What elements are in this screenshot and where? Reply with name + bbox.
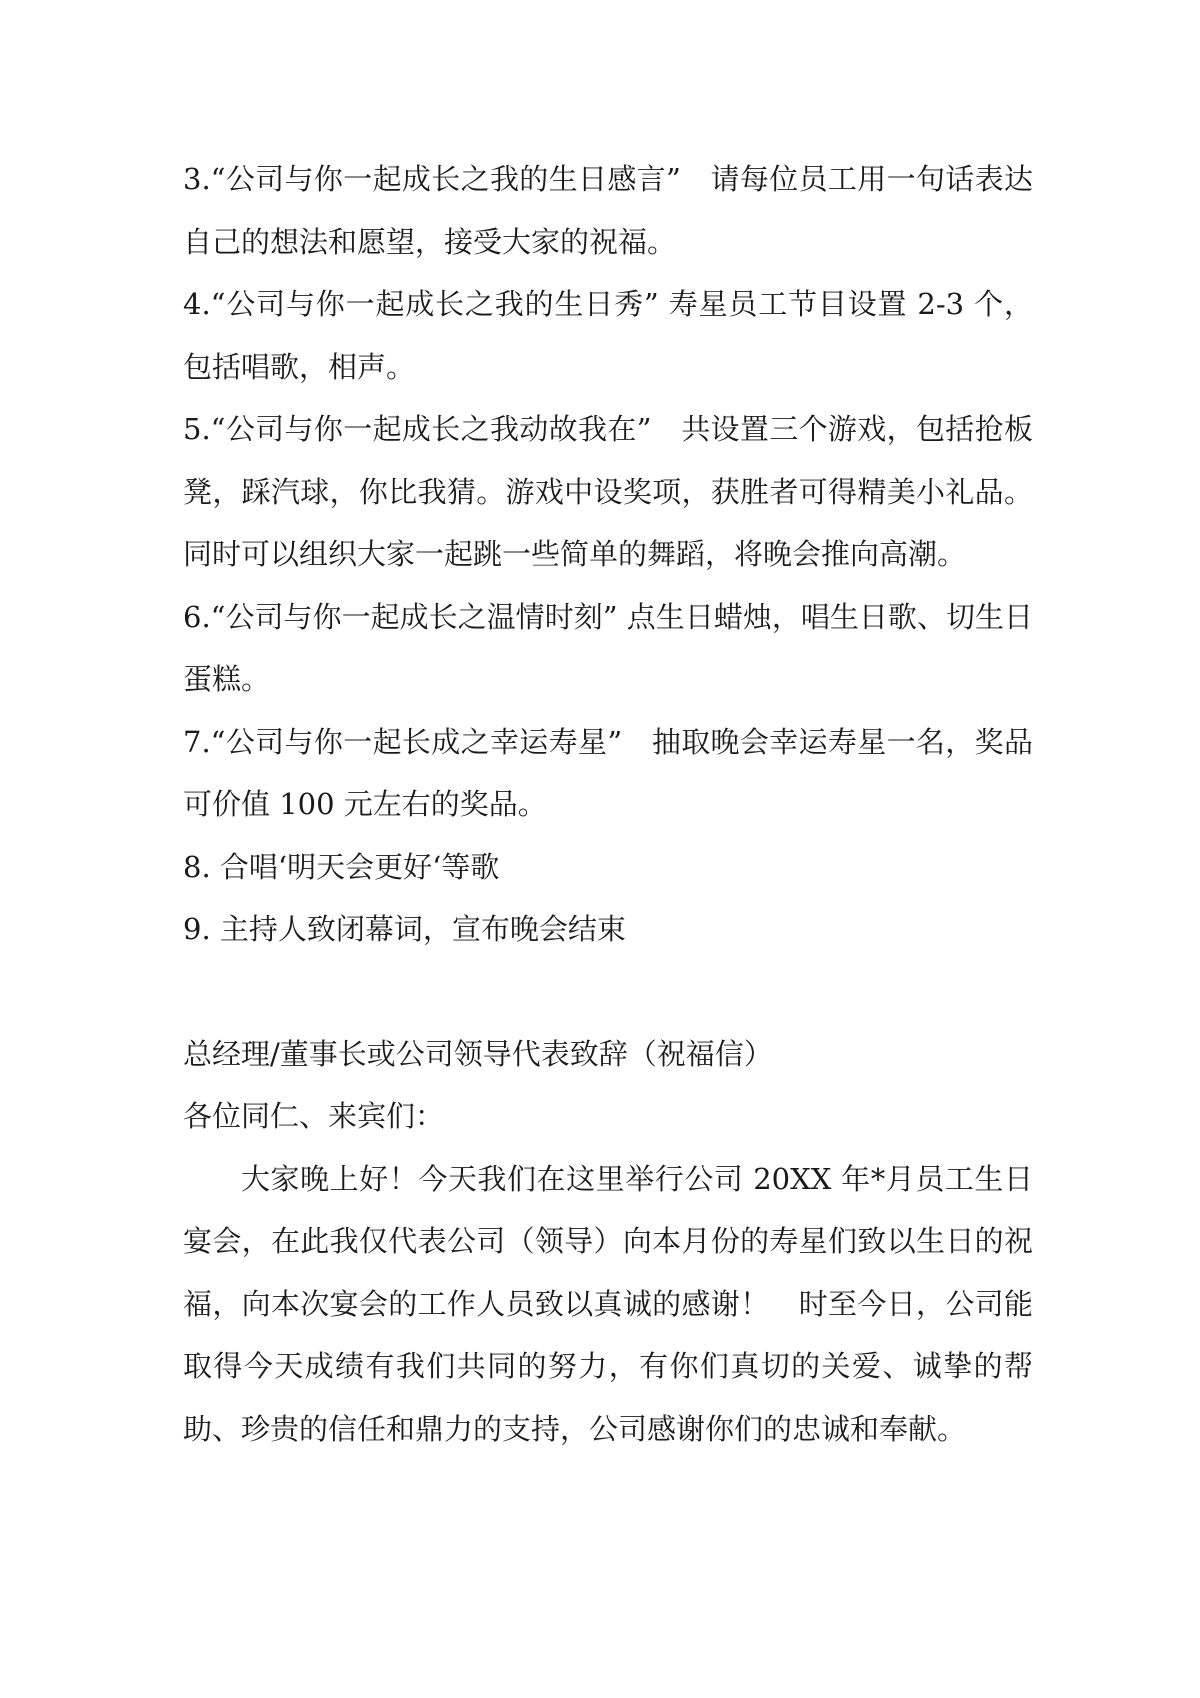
program-item-8: 8. 合唱‘明天会更好‘等歌 [183,849,500,884]
program-item-9: 9. 主持人致闭幕词，宣布晚会结束 [183,912,626,946]
program-item-7: 7.“公司与你一起长成之幸运寿星” 抽取晚会幸运寿星一名，奖品可价值 100 元左右的奖品。 [183,724,1033,821]
speech-title: 总经理/董事长或公司领导代表致辞（祝福信） [183,1036,773,1071]
program-item-4: 4.“公司与你一起成长之我的生日秀” 寿星员工节目设置 2-3 个，包括唱歌，相声。 [183,287,1033,384]
program-item-3: 3.“公司与你一起成长之我的生日感言” 请每位员工用一句话表达自己的想法和愿望，接受大家的祝福。 [183,162,1033,259]
speech-body: 大家晚上好！今天我们在这里举行公司 20XX 年*月员工生日宴会，在此我仅代表公司（领导）向本月份的寿星们致以生日的祝福，向本次宴会的工作人员致以真诚的感谢！ 时至今日，公司能取得今天成绩有我们共同的努力，有你们真切的关爱、诚挚的帮助、珍贵的信任和鼎力的支持，公司感谢你们的忠诚和奉献。 [183,1161,1033,1446]
salutation: 各位同仁、来宾们： [183,1099,445,1133]
program-item-5: 5.“公司与你一起成长之我动故我在” 共设置三个游戏，包括抢板凳，踩汽球，你比我猜。游戏中设奖项，获胜者可得精美小礼品。同时可以组织大家一起跳一些简单的舞蹈，将晚会推向高潮。 [183,412,1033,571]
section-spacer [183,961,1033,1023]
document-content [183,148,1033,1460]
program-item-6: 6.“公司与你一起成长之温情时刻” 点生日蜡烛，唱生日歌、切生日蛋糕。 [183,599,1033,696]
